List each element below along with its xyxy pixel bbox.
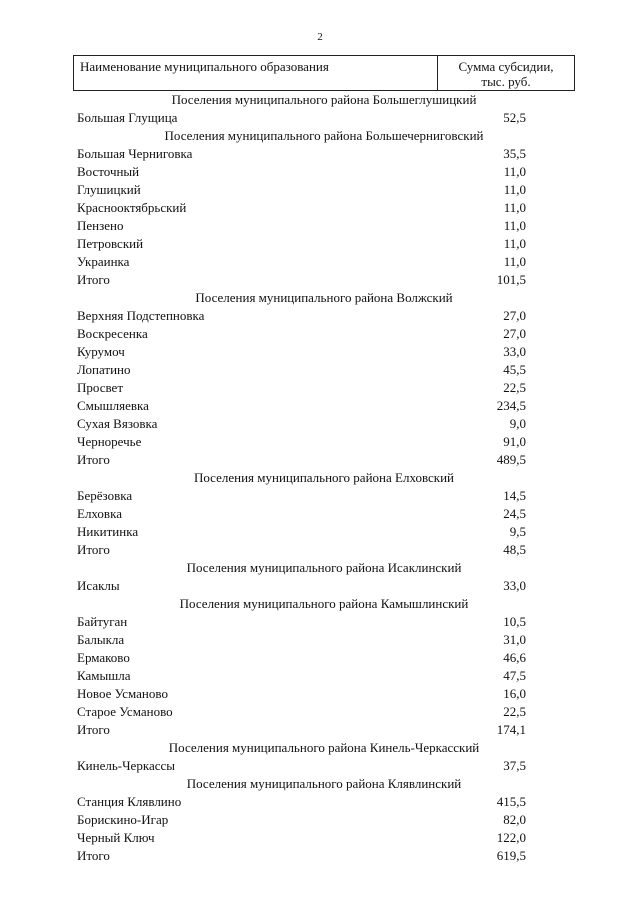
table-row [73, 343, 575, 361]
settlement-name: Большая Черниговка [77, 146, 193, 161]
district-section-title: Поселения муниципального района Кинель-Черкасский [168, 740, 480, 755]
header-sum-column [438, 56, 574, 90]
settlement-name: Станция Клявлино [77, 794, 182, 809]
district-section [73, 739, 575, 775]
table-row [73, 667, 575, 685]
subsidy-amount: 9,5 [509, 524, 526, 539]
settlement-name: Просвет [77, 380, 123, 395]
subsidy-amount: 46,6 [503, 650, 526, 665]
subsidy-amount: 27,0 [503, 326, 526, 341]
subsidy-amount: 9,0 [509, 416, 526, 431]
subsidy-amount: 11,0 [503, 164, 526, 179]
subsidy-amount: 619,5 [496, 848, 526, 863]
settlement-name: Пензено [77, 218, 124, 233]
subsidy-table [73, 55, 575, 865]
total-row [73, 541, 575, 559]
subsidy-amount: 11,0 [503, 182, 526, 197]
subsidy-amount: 52,5 [503, 110, 526, 125]
settlement-name: Сухая Вязовка [77, 416, 158, 431]
subsidy-amount: 174,1 [496, 722, 526, 737]
settlement-name: Смышляевка [77, 398, 149, 413]
settlement-name: Новое Усманово [77, 686, 168, 701]
subsidy-amount: 16,0 [503, 686, 526, 701]
table-row [73, 361, 575, 379]
table-row [73, 379, 575, 397]
header-sum-line1: Сумма субсидии, [458, 59, 554, 74]
subsidy-amount: 27,0 [503, 308, 526, 323]
table-row [73, 325, 575, 343]
settlement-name: Елховка [77, 506, 122, 521]
settlement-name: Ермаково [77, 650, 130, 665]
table-header [73, 55, 575, 91]
table-row [73, 163, 575, 181]
subsidy-amount: 82,0 [503, 812, 526, 827]
subsidy-amount: 24,5 [503, 506, 526, 521]
subsidy-amount: 22,5 [503, 380, 526, 395]
header-name-column: Наименование муниципального образования [74, 56, 438, 90]
settlement-name: Никитинка [77, 524, 139, 539]
table-row [73, 109, 575, 127]
table-row [73, 685, 575, 703]
settlement-name: Воскресенка [77, 326, 148, 341]
district-section [73, 289, 575, 469]
table-row [73, 757, 575, 775]
settlement-name: Глушицкий [77, 182, 141, 197]
subsidy-amount: 31,0 [503, 632, 526, 647]
subsidy-amount: 48,5 [503, 542, 526, 557]
district-section-title: Поселения муниципального района Большеглушицкий [171, 92, 477, 107]
settlement-name: Исаклы [77, 578, 120, 593]
subsidy-amount: 122,0 [496, 830, 526, 845]
subsidy-amount: 10,5 [503, 614, 526, 629]
settlement-name: Старое Усманово [77, 704, 173, 719]
district-section [73, 127, 575, 289]
page-number: 2 [317, 31, 323, 43]
settlement-name: Берёзовка [77, 488, 133, 503]
table-row [73, 487, 575, 505]
settlement-name: Курумоч [77, 344, 125, 359]
subsidy-amount: 33,0 [503, 578, 526, 593]
settlement-name: Итого [77, 542, 110, 557]
subsidy-amount: 22,5 [503, 704, 526, 719]
district-section-title: Поселения муниципального района Камышлинский [179, 596, 469, 611]
subsidy-amount: 234,5 [496, 398, 526, 413]
table-row [73, 253, 575, 271]
settlement-name: Верхняя Подстепновка [77, 308, 205, 323]
settlement-name: Черный Ключ [77, 830, 155, 845]
settlement-name: Итого [77, 272, 110, 287]
district-section-title: Поселения муниципального района Большечерниговский [164, 128, 484, 143]
settlement-name: Балыкла [77, 632, 125, 647]
settlement-name: Байтуган [77, 614, 128, 629]
settlement-name: Краснооктябрьский [77, 200, 187, 215]
table-row [73, 613, 575, 631]
subsidy-amount: 45,5 [503, 362, 526, 377]
district-section-title: Поселения муниципального района Елховский [193, 470, 455, 485]
table-row [73, 577, 575, 595]
table-row [73, 649, 575, 667]
district-section [73, 469, 575, 559]
table-row [73, 415, 575, 433]
subsidy-amount: 489,5 [496, 452, 526, 467]
settlement-name: Лопатино [77, 362, 131, 377]
settlement-name: Итого [77, 848, 110, 863]
subsidy-amount: 11,0 [503, 218, 526, 233]
settlement-name: Петровский [77, 236, 144, 251]
table-row [73, 397, 575, 415]
table-row [73, 217, 575, 235]
subsidy-amount: 11,0 [503, 236, 526, 251]
subsidy-amount: 101,5 [496, 272, 526, 287]
district-section [73, 91, 575, 127]
table-row [73, 829, 575, 847]
table-row [73, 145, 575, 163]
table-row [73, 199, 575, 217]
settlement-name: Итого [77, 452, 110, 467]
subsidy-amount: 35,5 [503, 146, 526, 161]
settlement-name: Черноречье [77, 434, 142, 449]
subsidy-amount: 11,0 [503, 254, 526, 269]
table-row [73, 433, 575, 451]
settlement-name: Борискино-Игар [77, 812, 169, 827]
table-row [73, 793, 575, 811]
total-row [73, 451, 575, 469]
total-row [73, 721, 575, 739]
subsidy-amount: 47,5 [503, 668, 526, 683]
settlement-name: Кинель-Черкассы [77, 758, 175, 773]
total-row [73, 271, 575, 289]
district-section-title: Поселения муниципального района Клявлинский [186, 776, 462, 791]
table-row [73, 235, 575, 253]
settlement-name: Восточный [77, 164, 140, 179]
subsidy-amount: 91,0 [503, 434, 526, 449]
subsidy-amount: 14,5 [503, 488, 526, 503]
total-row [73, 847, 575, 865]
subsidy-amount: 11,0 [503, 200, 526, 215]
subsidy-amount: 415,5 [496, 794, 526, 809]
table-row [73, 181, 575, 199]
table-row [73, 523, 575, 541]
district-section-title: Поселения муниципального района Исаклинский [186, 560, 462, 575]
table-row [73, 307, 575, 325]
table-body [73, 91, 575, 865]
district-section-title: Поселения муниципального района Волжский [195, 290, 453, 305]
table-row [73, 631, 575, 649]
district-section [73, 775, 575, 865]
settlement-name: Итого [77, 722, 110, 737]
settlement-name: Большая Глущица [77, 110, 178, 125]
table-row [73, 505, 575, 523]
subsidy-amount: 37,5 [503, 758, 526, 773]
settlement-name: Камышла [77, 668, 131, 683]
district-section [73, 559, 575, 595]
header-sum-line2: тыс. руб. [481, 74, 531, 89]
settlement-name: Украинка [77, 254, 130, 269]
table-row [73, 811, 575, 829]
district-section [73, 595, 575, 739]
table-row [73, 703, 575, 721]
subsidy-amount: 33,0 [503, 344, 526, 359]
